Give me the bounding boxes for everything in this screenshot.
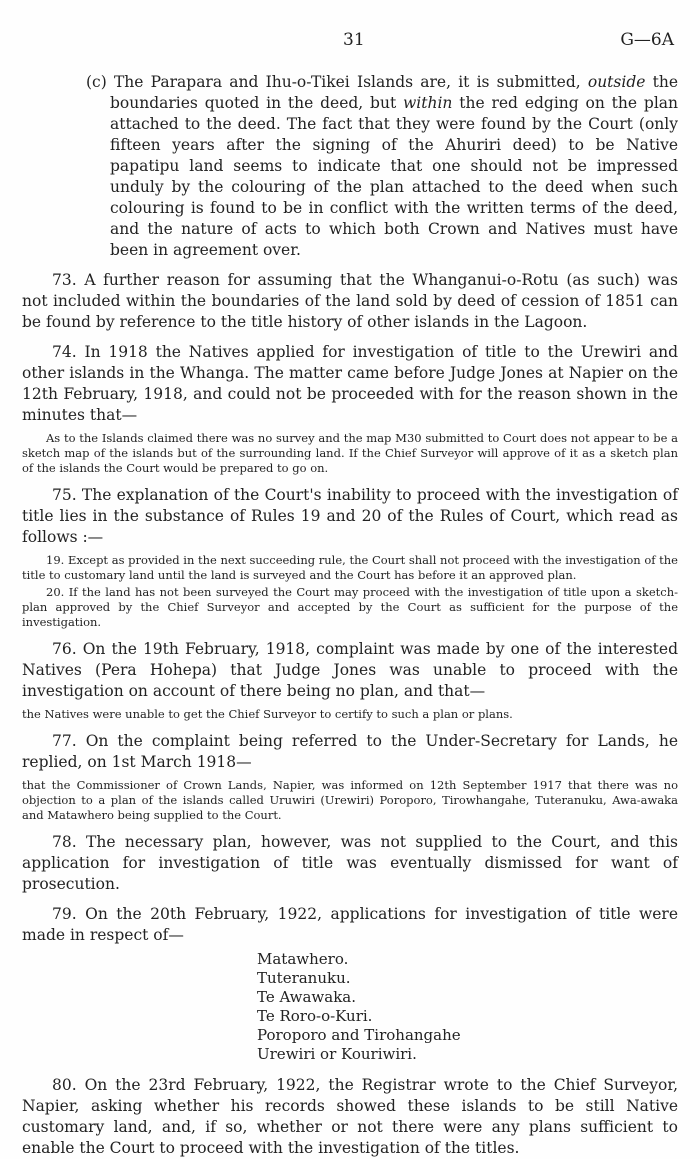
quote-reply: that the Commissioner of Crown Lands, Napier, was informed on 12th September 1917 that there was no objection to a plan of the islands called Uruwiri (Urewiri) Poroporo, Tirowhangahe, Tuteranuku, Awa-awaka and Matawhero being supplied to the Court. <box>22 778 678 822</box>
quote-complaint: the Natives were unable to get the Chief Surveyor to certify to such a plan or plans. <box>22 707 513 721</box>
islands-list <box>257 950 678 1064</box>
subclause-c: (c) The Parapara and Ihu-o-Tikei Islands are, it is submitted, outside the boundaries quoted in the deed, but within the red edging on the plan attached to the deed. The fact that they were found by the Court (only fifteen years after the signing of the Ahuriri deed) to be Native papatipu land seems to indicate that one should not be impressed unduly by the colouring of the plan attached to the deed when such colouring is found to be in conflict with the written terms of the deed, and the nature of acts to which both Crown and Natives must have been in agreement over. <box>86 73 678 259</box>
paragraph-80: 80. On the 23rd February, 1922, the Registrar wrote to the Chief Surveyor, Napier, asking whether his records showed these islands to be still Native customary land, and, if so, whether or not there were any plans sufficient to enable the Court to proceed with the investigation of the titles. <box>22 1076 678 1157</box>
list-item: Matawhero. <box>257 950 349 968</box>
paragraph-75: 75. The explanation of the Court's inability to proceed with the investigation of title lies in the substance of Rules 19 and 20 of the Rules of Court, which read as follows :— <box>22 486 678 546</box>
paragraph-74: 74. In 1918 the Natives applied for investigation of title to the Urewiri and other islands in the Whanga. The matter came before Judge Jones at Napier on the 12th February, 1918, and could not be proceeded with for the reason shown in the minutes that— <box>22 343 678 424</box>
paragraph-79: 79. On the 20th February, 1922, applications for investigation of title were made in respect of— <box>22 905 678 944</box>
page-header <box>0 30 700 56</box>
paragraph-77: 77. On the complaint being referred to the Under-Secretary for Lands, he replied, on 1st March 1918— <box>22 732 678 771</box>
list-item: Urewiri or Kouriwiri. <box>257 1045 417 1063</box>
list-item: Te Roro-o-Kuri. <box>257 1007 373 1025</box>
rule-20: 20. If the land has not been surveyed the Court may proceed with the investigation of title upon a sketch-plan approved by the Chief Surveyor and accepted by the Court as sufficient for the purpose of the investigation. <box>22 585 678 629</box>
paragraph-76: 76. On the 19th February, 1918, complaint was made by one of the interested Natives (Pera Hohepa) that Judge Jones was unable to proceed with the investigation on account of there being no plan, and that— <box>22 640 678 700</box>
list-item: Te Awawaka. <box>257 988 357 1006</box>
list-item: Tuteranuku. <box>257 969 351 987</box>
page-body <box>22 72 678 1159</box>
document-reference: G—6A <box>620 30 674 50</box>
paragraph-73: 73. A further reason for assuming that the Whanganui-o-Rotu (as such) was not included within the boundaries of the land sold by deed of cession of 1851 can be found by reference to the title history of other islands in the Lagoon. <box>22 271 678 331</box>
page-number: 31 <box>343 30 365 50</box>
paragraph-78: 78. The necessary plan, however, was not supplied to the Court, and this application for investigation of title was eventually dismissed for want of prosecution. <box>22 833 678 893</box>
rule-19: 19. Except as provided in the next succeeding rule, the Court shall not proceed with the investigation of the title to customary land until the land is surveyed and the Court has before it an approved plan. <box>22 553 678 582</box>
list-item: Poroporo and Tirohangahe <box>257 1026 461 1044</box>
quote-minutes: As to the Islands claimed there was no survey and the map M30 submitted to Court does not appear to be a sketch map of the islands but of the surrounding land. If the Chief Surveyor will approve of it as a sketch plan of the islands the Court would be prepared to go on. <box>22 431 678 475</box>
